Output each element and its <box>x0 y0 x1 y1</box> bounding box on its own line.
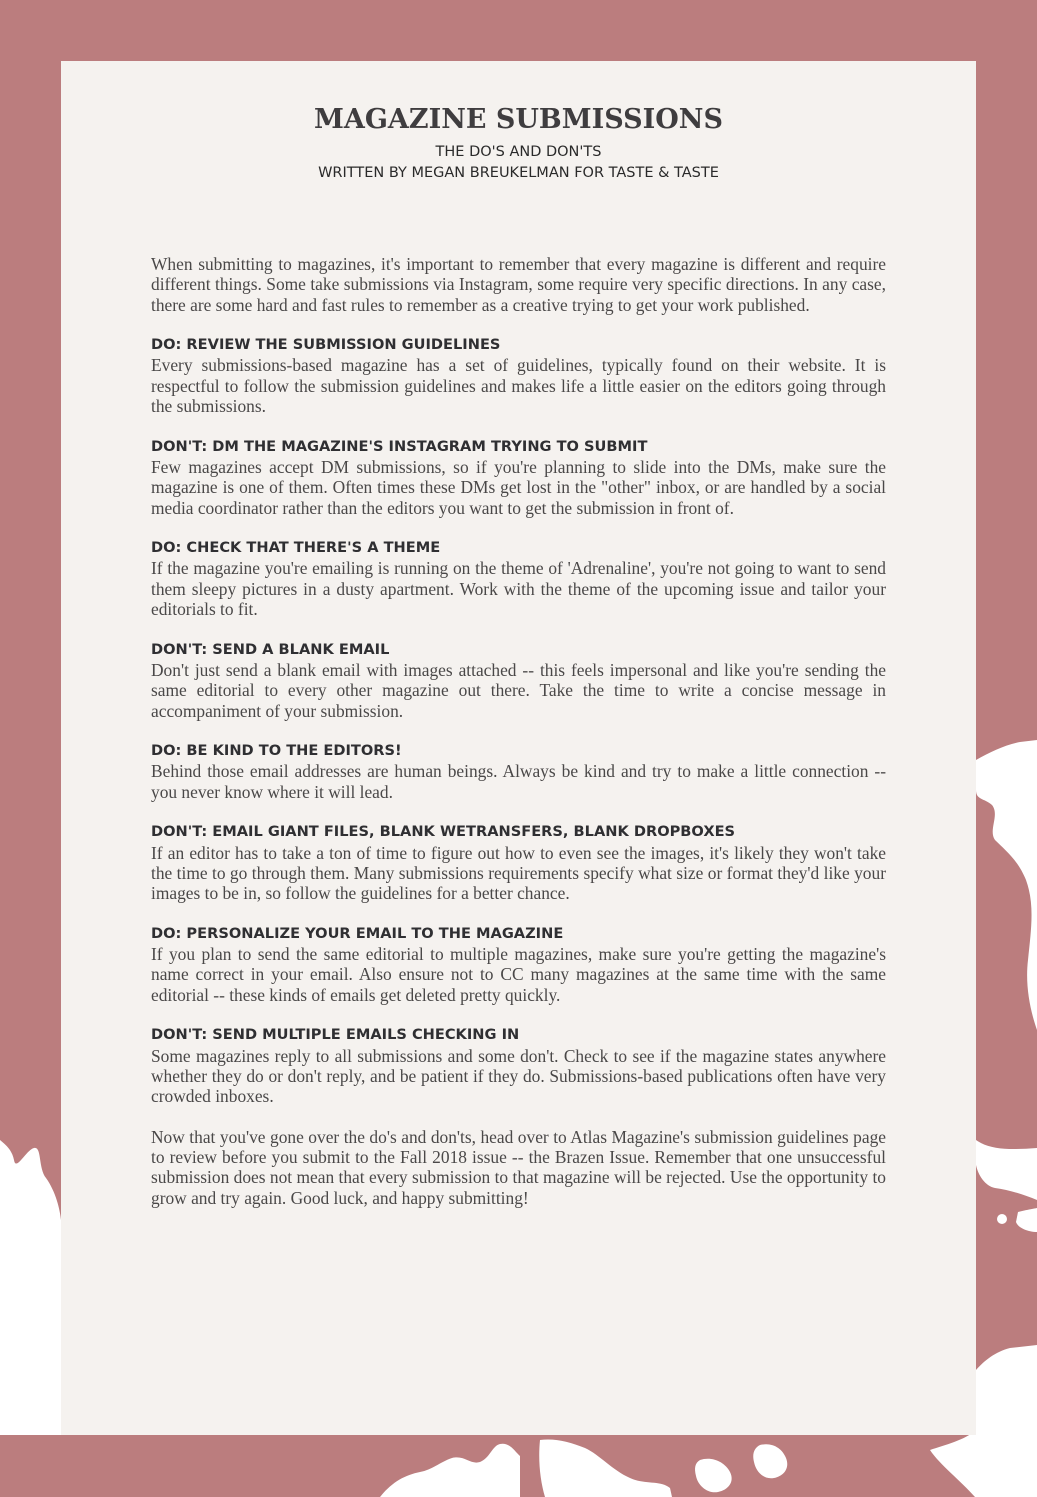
section-heading: DON'T: DM THE MAGAZINE'S INSTAGRAM TRYING TO SUBMIT <box>151 437 648 455</box>
section-text: Don't just send a blank email with images attached -- this feels impersonal and like you're sending the same editorial to every other magazine out there. Take the time to write a concise message in accompaniment of your submission. <box>151 659 886 721</box>
section-heading: DO: CHECK THAT THERE'S A THEME <box>151 539 441 557</box>
section-review-guidelines <box>151 335 886 416</box>
section-text: If you plan to send the same editorial to multiple magazines, make sure you're getting the magazine's name correct in your email. Also ensure not to CC many magazines at the same time with the same editorial -- these kinds of emails get deleted pretty quickly. <box>151 944 886 1005</box>
section-heading: DO: BE KIND TO THE EDITORS! <box>151 742 402 760</box>
intro-paragraph: When submitting to magazines, it's important to remember that every magazine is different and require different things. Some take submissions via Instagram, some require very specific directions. In any case, there are some hard and fast rules to remember as a creative trying to get your work published. <box>151 254 886 315</box>
section-be-kind <box>151 741 886 802</box>
paint-splash-bottom <box>380 1439 787 1497</box>
section-heading: DON'T: EMAIL GIANT FILES, BLANK WETRANSFERS, BLANK DROPBOXES <box>151 823 736 841</box>
closing-paragraph: Now that you've gone over the do's and don'ts, head over to Atlas Magazine's submission guidelines page to review before you submit to the Fall 2018 issue -- the Brazen Issue. Remember that one unsuccessful submission does not mean that every submission to that magazine will be rejected. Use the opportunity to grow and try again. Good luck, and happy submitting! <box>151 1126 886 1208</box>
section-check-theme <box>151 538 886 619</box>
section-heading: DON'T: SEND A BLANK EMAIL <box>151 640 390 658</box>
section-text: Some magazines reply to all submissions and some don't. Check to see if the magazine states anywhere whether they do or don't reply, and be patient if they do. Submissions-based publications often have very crowded inboxes. <box>151 1045 886 1107</box>
section-text: Behind those email addresses are human beings. Always be kind and try to make a little connection -- you never know where it will lead. <box>151 761 886 802</box>
document-byline: WRITTEN BY MEGAN BREUKELMAN FOR TASTE & TASTE <box>318 165 719 181</box>
section-text: If an editor has to take a ton of time to figure out how to even see the images, it's likely they won't take the time to go through them. Many submissions requirements specify what size or format they'd like your images to be in, so follow the guidelines for a better chance. <box>151 842 886 904</box>
article-body <box>151 254 886 1228</box>
section-giant-files <box>151 822 886 903</box>
section-text: If the magazine you're emailing is running on the theme of 'Adrenaline', you're not going to want to send them sleepy pictures in a dusty apartment. Work with the theme of the upcoming issue and tailor your editorials to fit. <box>151 558 886 620</box>
section-blank-email <box>151 640 886 721</box>
document-title: MAGAZINE SUBMISSIONS <box>314 104 723 135</box>
section-text: Every submissions-based magazine has a set of guidelines, typically found on their website. It is respectful to follow the submission guidelines and makes life a little easier on the editors going through the submissions. <box>151 355 886 417</box>
section-multiple-emails <box>151 1025 886 1106</box>
section-personalize-email <box>151 924 886 1005</box>
section-heading: DON'T: SEND MULTIPLE EMAILS CHECKING IN <box>151 1026 520 1044</box>
document-subtitle: THE DO'S AND DON'TS <box>435 144 602 160</box>
paint-splash-left <box>0 1140 61 1497</box>
section-heading: DO: REVIEW THE SUBMISSION GUIDELINES <box>151 336 501 354</box>
section-text: Few magazines accept DM submissions, so if you're planning to slide into the DMs, make sure the magazine is one of them. Often times these DMs get lost in the "other" inbox, or are handled by a social media coordinator rather than the editors you want to get the submission in front of. <box>151 456 886 518</box>
section-dm-instagram <box>151 437 886 518</box>
section-heading: DO: PERSONALIZE YOUR EMAIL TO THE MAGAZINE <box>151 924 564 942</box>
